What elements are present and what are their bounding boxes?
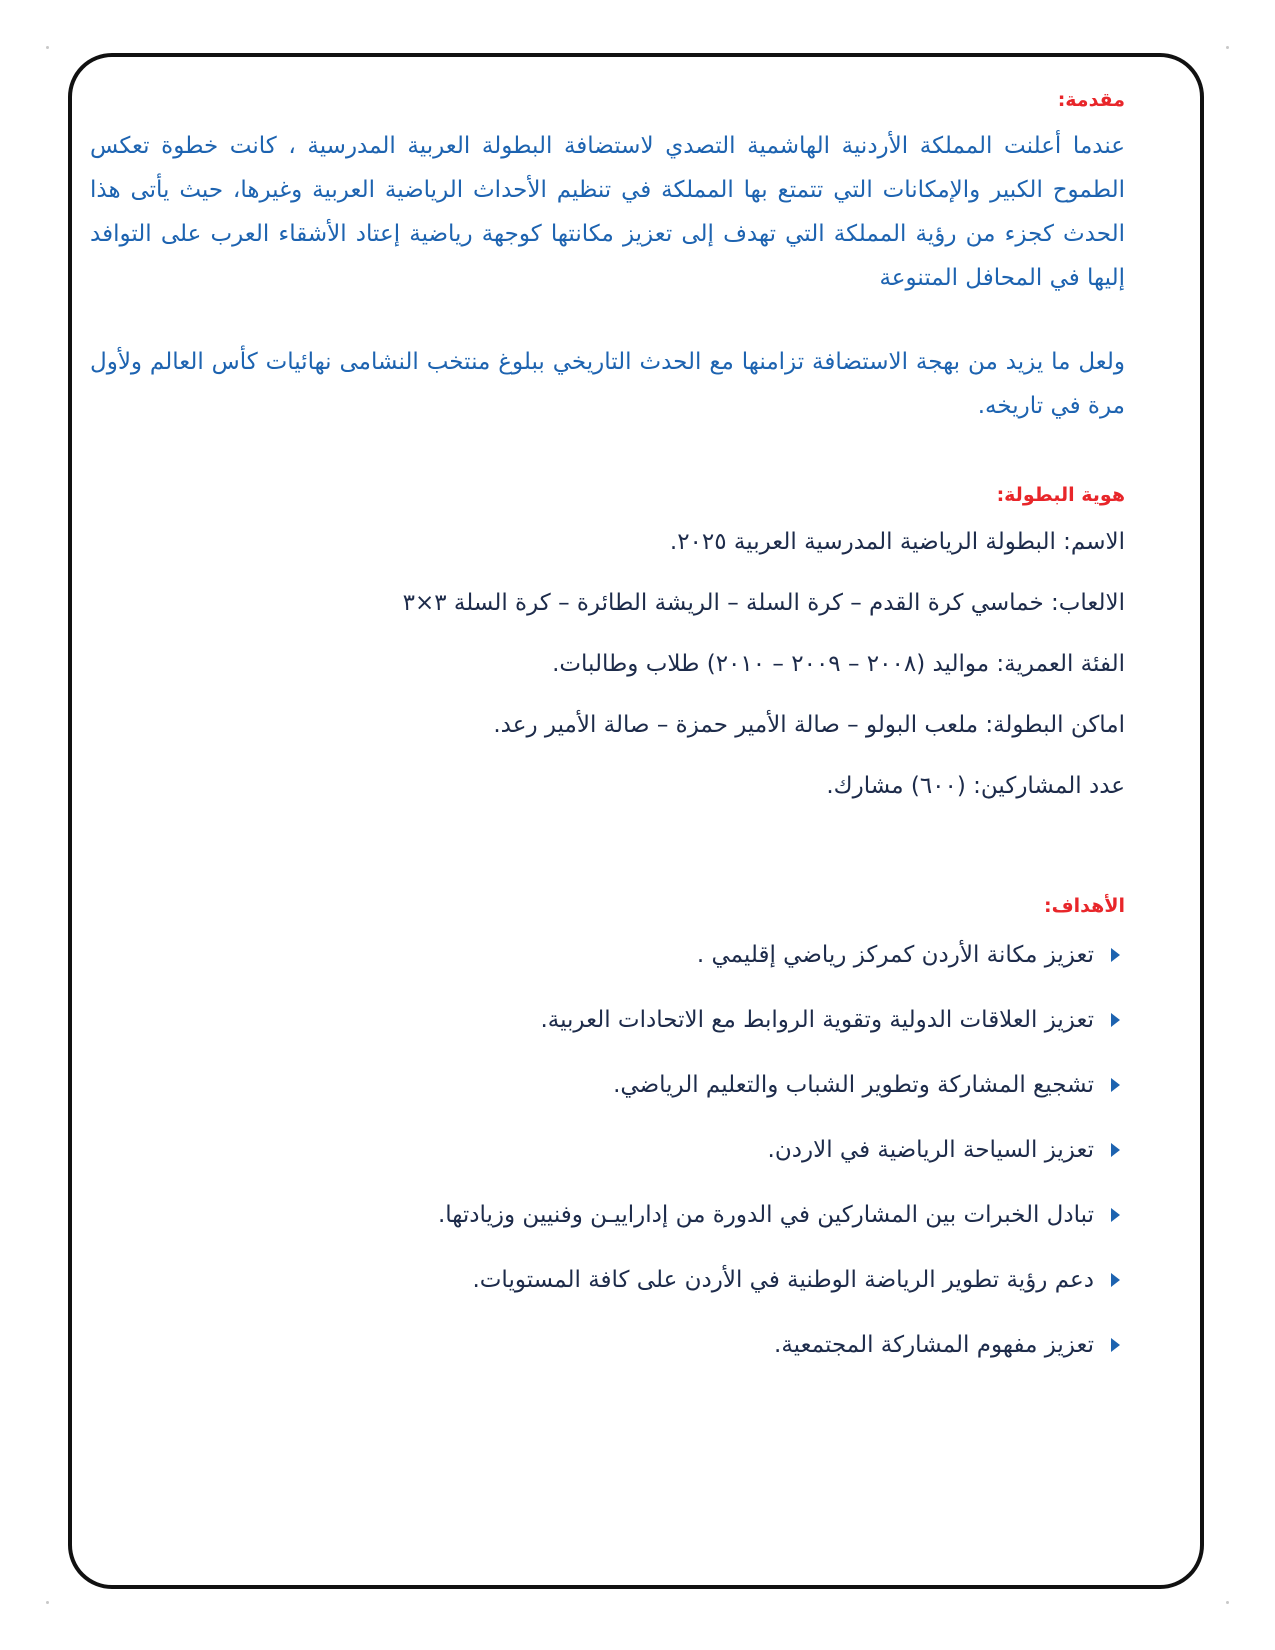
identity-venues: اماكن البطولة: ملعب البولو – صالة الأمير حمزة – صالة الأمير رعد.: [493, 712, 1125, 738]
document-content: [90, 85, 1125, 1390]
identity-name: الاسم: البطولة الرياضية المدرسية العربية ٢٠٢٥.: [669, 529, 1125, 555]
goal-text: تعزيز مكانة الأردن كمركز رياضي إقليمي .: [696, 942, 1094, 968]
goal-item: [90, 1260, 1120, 1300]
triangle-bullet-icon: [1111, 1143, 1120, 1157]
identity-participants: عدد المشاركين: (٦٠٠) مشارك.: [826, 773, 1125, 799]
triangle-bullet-icon: [1111, 1208, 1120, 1222]
triangle-bullet-icon: [1111, 1078, 1120, 1092]
intro-paragraph-2: ولعل ما يزيد من بهجة الاستضافة تزامنها مع الحدث التاريخي ببلوغ منتخب النشامى نهائيات كأس العالم ولأول مرة في تاريخه.: [90, 349, 1125, 419]
goal-text: دعم رؤية تطوير الرياضة الوطنية في الأردن على كافة المستويات.: [472, 1267, 1094, 1293]
intro-heading: مقدمة:: [1057, 89, 1125, 111]
crop-mark: [46, 46, 49, 49]
intro-paragraph-1: عندما أعلنت المملكة الأردنية الهاشمية التصدي لاستضافة البطولة العربية المدرسية ، كانت خطوة تعكس الطموح الكبير والإمكانات التي تتمتع بها المملكة في تنظيم الأحداث الرياضية العربية وغيرها، حيث يأتى هذا الحدث كجزء من رؤية المملكة التي تهدف إلى تعزيز مكانتها كوجهة رياضية إعتاد الأشقاء العرب على التوافد إليها في المحافل المتنوعة: [90, 133, 1125, 291]
goal-item: [90, 1065, 1120, 1105]
crop-mark: [1226, 1601, 1229, 1604]
identity-age-group: الفئة العمرية: مواليد (٢٠٠٨ – ٢٠٠٩ – ٢٠١٠) طلاب وطالبات.: [552, 651, 1125, 677]
goals-list: [90, 935, 1125, 1365]
goal-text: تشجيع المشاركة وتطوير الشباب والتعليم الرياضي.: [613, 1072, 1094, 1098]
identity-games: الالعاب: خماسي كرة القدم – كرة السلة – الريشة الطائرة – كرة السلة ٣×٣: [402, 590, 1125, 616]
goal-text: تعزيز العلاقات الدولية وتقوية الروابط مع الاتحادات العربية.: [540, 1007, 1094, 1033]
triangle-bullet-icon: [1111, 948, 1120, 962]
goal-item: [90, 1000, 1120, 1040]
identity-heading: هوية البطولة:: [996, 484, 1125, 506]
goal-item: [90, 1130, 1120, 1170]
goal-text: تبادل الخبرات بين المشاركين في الدورة من إداراييـن وفنيين وزيادتها.: [437, 1202, 1094, 1228]
goals-heading: الأهداف:: [1044, 895, 1125, 917]
intro-section: [90, 85, 1125, 428]
triangle-bullet-icon: [1111, 1273, 1120, 1287]
identity-section: [90, 480, 1125, 806]
identity-list: [90, 522, 1125, 806]
goal-text: تعزيز السياحة الرياضية في الاردن.: [767, 1137, 1094, 1163]
crop-mark: [46, 1601, 49, 1604]
goal-item: [90, 1325, 1120, 1365]
triangle-bullet-icon: [1111, 1338, 1120, 1352]
goals-section: [90, 891, 1125, 1365]
goal-item: [90, 1195, 1120, 1235]
crop-mark: [1226, 46, 1229, 49]
goal-item: [90, 935, 1120, 975]
triangle-bullet-icon: [1111, 1013, 1120, 1027]
goal-text: تعزيز مفهوم المشاركة المجتمعية.: [774, 1332, 1094, 1358]
